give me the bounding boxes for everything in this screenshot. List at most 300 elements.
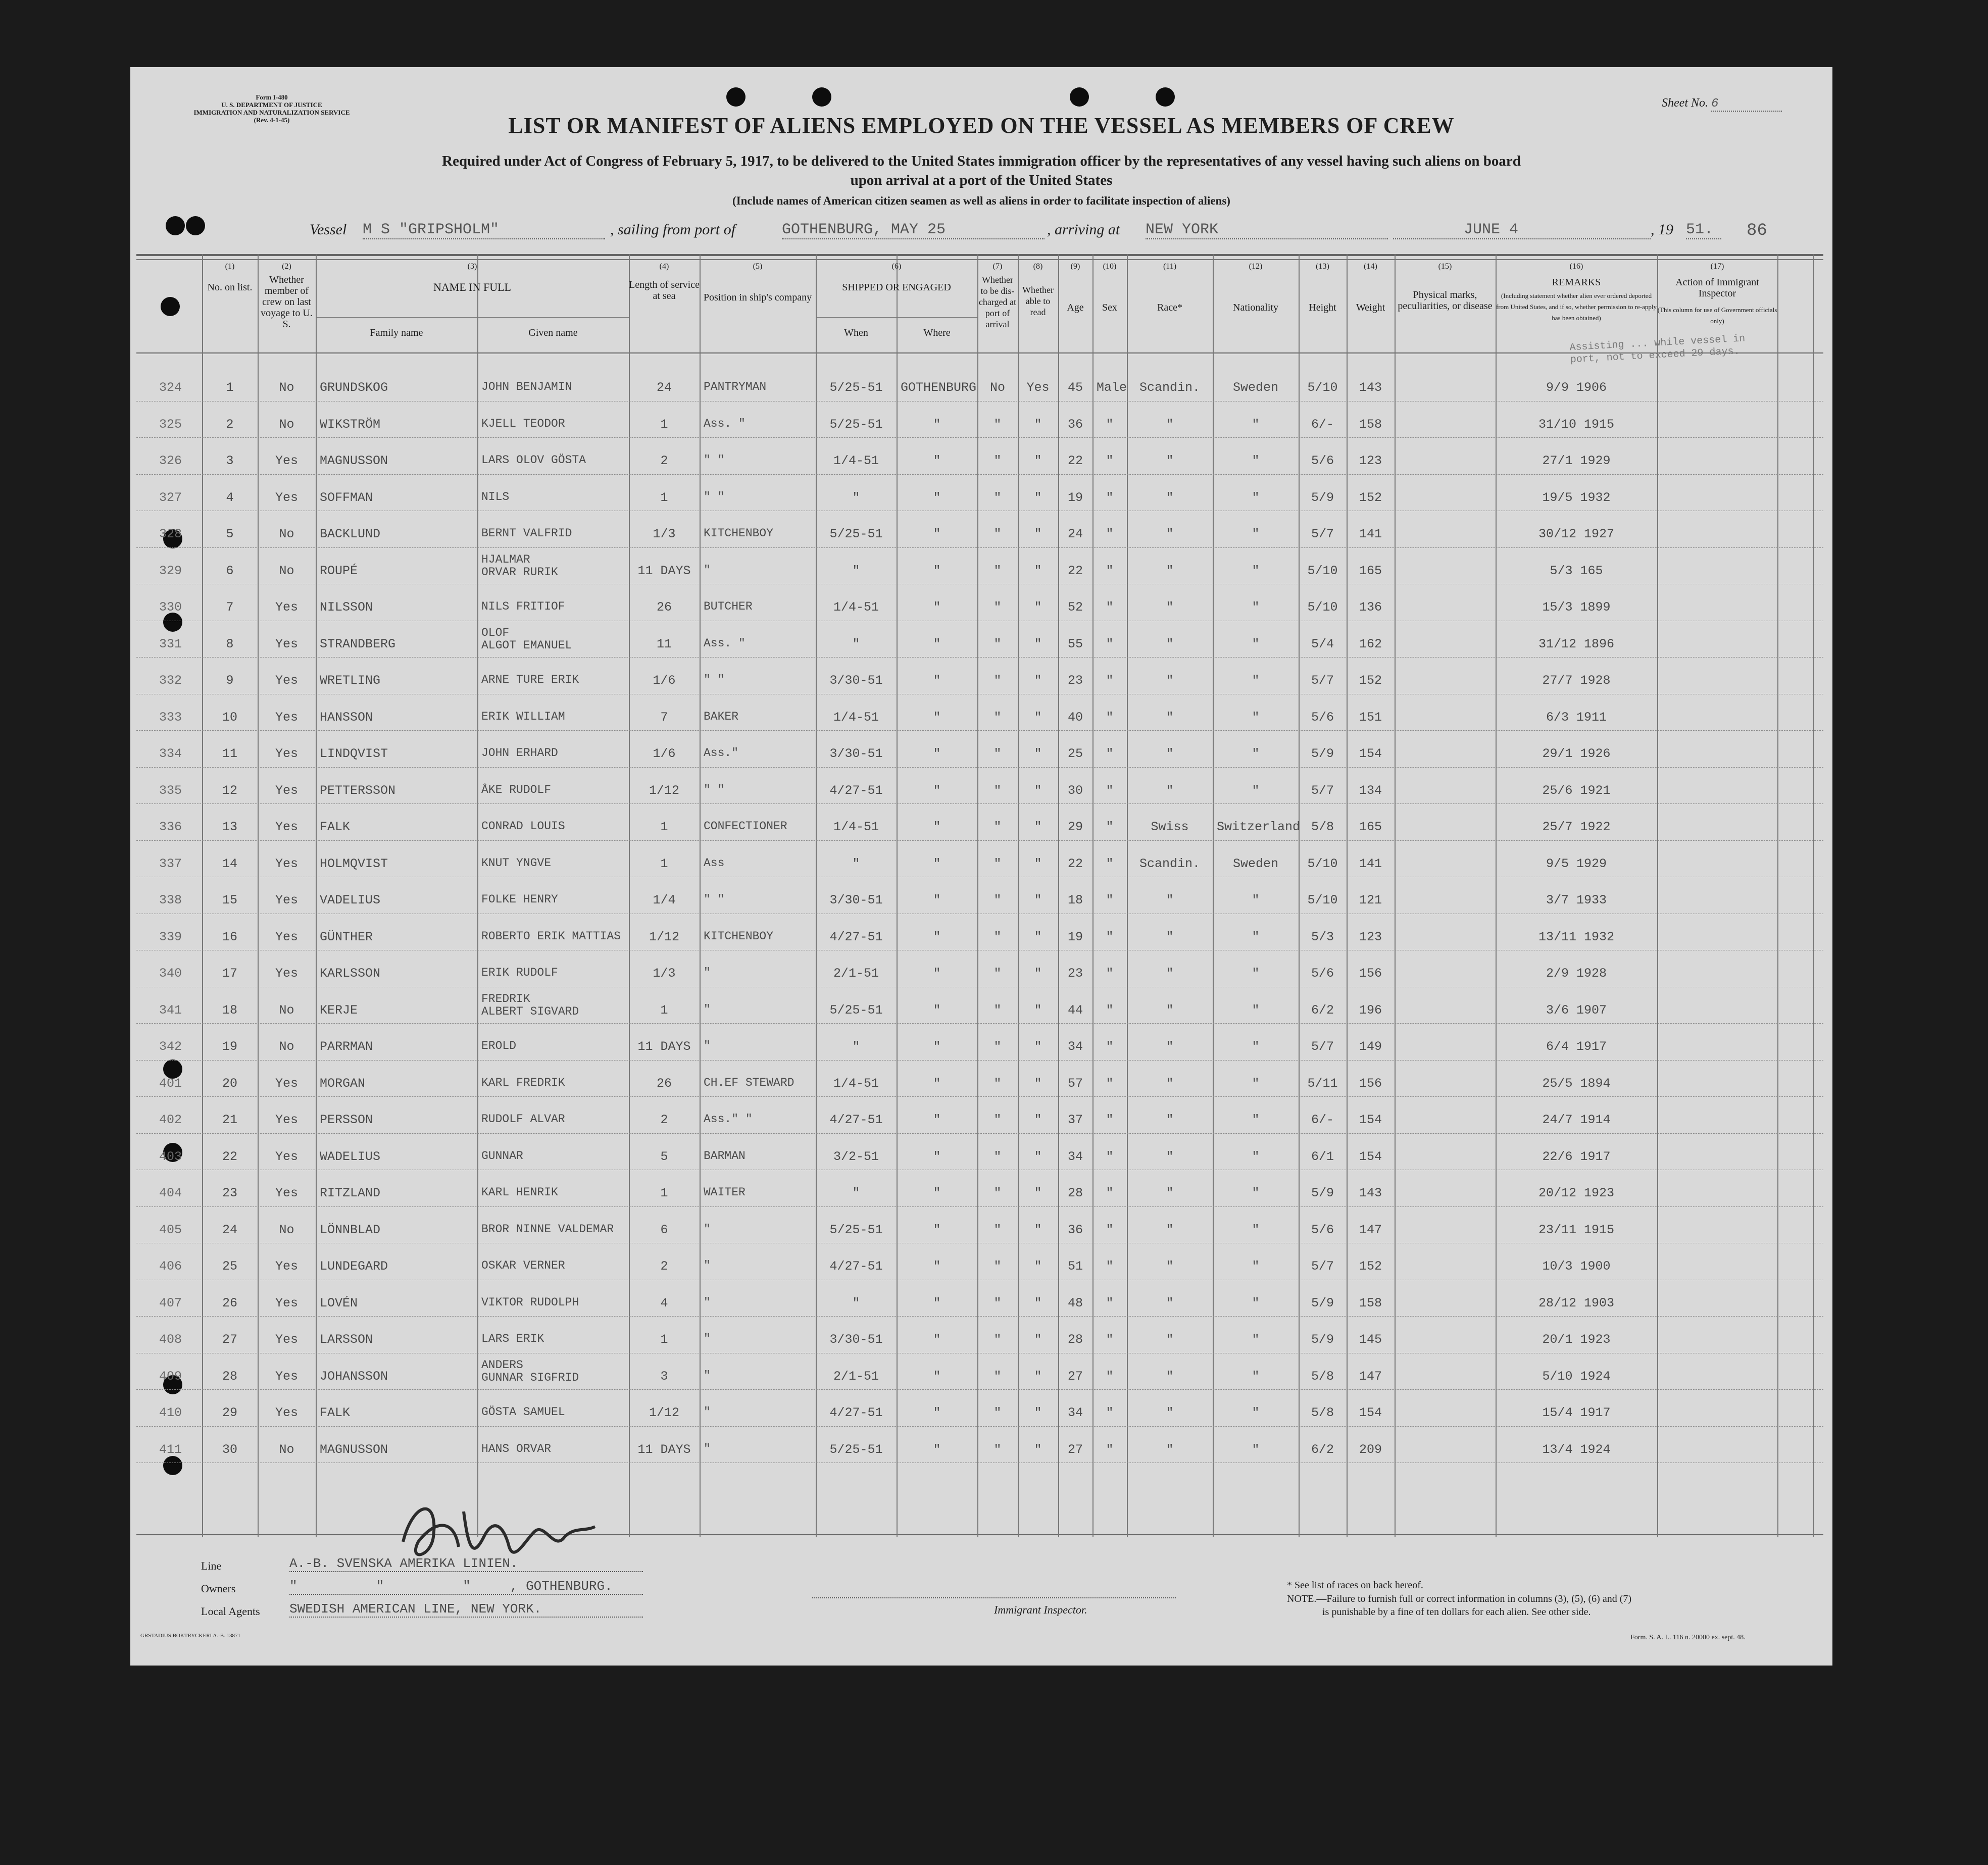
length-of-service: 1 [660, 856, 668, 871]
remarks: 3/7 1933 [1546, 893, 1607, 908]
sex: " [1106, 600, 1114, 615]
last-voyage: Yes [275, 1076, 298, 1091]
last-voyage: Yes [275, 1405, 298, 1420]
race: " [1166, 1405, 1174, 1420]
length-of-service: 6 [660, 1222, 668, 1237]
row-number: 15 [222, 893, 237, 908]
race: " [1166, 966, 1174, 981]
able-to-read: " [1034, 1442, 1042, 1457]
age: 36 [1067, 1222, 1083, 1237]
position: Ass." [704, 746, 739, 760]
shipped-where: " [933, 1332, 941, 1347]
given-name: EROLD [481, 1039, 517, 1052]
given-name: JOHN BENJAMIN [481, 380, 572, 393]
manifest-number: 324 [159, 380, 182, 395]
weight: 154 [1359, 746, 1382, 761]
remarks: 25/7 1922 [1542, 820, 1611, 834]
row-number: 26 [222, 1295, 237, 1310]
col-number: (3) [467, 262, 477, 271]
given-name: GUNNAR [481, 1149, 523, 1163]
age: 19 [1067, 929, 1083, 944]
given-name: OLOF ALGOT EMANUEL [481, 626, 572, 652]
remarks: 5/10 1924 [1542, 1369, 1611, 1384]
position: " [704, 1002, 711, 1016]
col-header-position: Position in ship's company [703, 292, 812, 303]
last-voyage: No [279, 527, 294, 541]
sex: " [1106, 1222, 1114, 1237]
shipped-when: 3/30-51 [829, 746, 883, 761]
discharged: " [993, 856, 1002, 871]
row-number: 28 [222, 1369, 237, 1384]
position: " [704, 1369, 711, 1382]
nationality: " [1252, 563, 1260, 578]
race: " [1166, 527, 1174, 541]
shipped-when: 5/25-51 [829, 1002, 883, 1018]
given-name: BERNT VALFRID [481, 527, 572, 540]
age: 48 [1067, 1295, 1083, 1310]
sex: " [1106, 1332, 1114, 1347]
shipped-where: GOTHENBURG [901, 380, 977, 395]
race: " [1166, 1113, 1174, 1127]
subtitle-act: Required under Act of Congress of February 5, 1917, to be delivered to the United States immigration officer by the representatives of any vessel having such aliens on board [442, 153, 1521, 169]
height: 5/11 [1307, 1076, 1338, 1091]
document-title: LIST OR MANIFEST OF ALIENS EMPLOYED ON THE VESSEL AS MEMBERS OF CREW [508, 113, 1455, 138]
remarks: 23/11 1915 [1538, 1222, 1615, 1237]
last-voyage: Yes [275, 1369, 298, 1384]
discharged: " [993, 1332, 1002, 1347]
shipped-where: " [933, 1369, 941, 1384]
weight: 123 [1359, 929, 1382, 944]
sex: " [1106, 1039, 1114, 1054]
sex: " [1106, 1076, 1114, 1091]
manifest-number: 332 [159, 673, 182, 688]
height: 5/6 [1311, 453, 1334, 468]
sex: " [1106, 490, 1114, 505]
nationality: " [1252, 453, 1260, 468]
remarks: 31/10 1915 [1538, 417, 1615, 432]
race-note: * See list of races on back hereof. [1287, 1580, 1423, 1591]
length-of-service: 1 [660, 490, 668, 505]
shipped-when: " [852, 856, 860, 871]
nationality: " [1252, 1259, 1260, 1274]
able-to-read: " [1034, 1186, 1042, 1200]
nationality: " [1252, 1149, 1260, 1164]
manifest-number: 330 [159, 600, 182, 615]
weight: 154 [1359, 1149, 1382, 1164]
able-to-read: Yes [1026, 380, 1050, 395]
family-name: WRETLING [320, 673, 381, 688]
remarks: 9/5 1929 [1546, 856, 1607, 871]
able-to-read: " [1034, 490, 1042, 505]
manifest-number: 411 [159, 1442, 182, 1457]
able-to-read: " [1034, 746, 1042, 761]
given-name: LARS ERIK [481, 1332, 544, 1345]
manifest-number: 341 [159, 1002, 182, 1018]
discharged: " [993, 673, 1002, 688]
last-voyage: Yes [275, 856, 298, 871]
shipped-when: 4/27-51 [829, 929, 883, 944]
length-of-service: 1 [660, 1186, 668, 1200]
given-name: KARL HENRIK [481, 1186, 558, 1199]
able-to-read: " [1034, 636, 1042, 651]
shipped-where: " [933, 1222, 941, 1237]
race: " [1166, 1222, 1174, 1237]
sex: " [1106, 563, 1114, 578]
given-name: ANDERS GUNNAR SIGFRID [481, 1358, 579, 1384]
given-name: RUDOLF ALVAR [481, 1113, 565, 1126]
able-to-read: " [1034, 527, 1042, 541]
position: KITCHENBOY [704, 527, 774, 540]
given-name: ARNE TURE ERIK [481, 673, 579, 686]
length-of-service: 11 [656, 636, 672, 651]
age: 34 [1067, 1149, 1083, 1164]
shipped-where: " [933, 563, 941, 578]
col-header-shipped: SHIPPED OR ENGAGED [842, 282, 951, 293]
col-number: (10) [1103, 262, 1117, 271]
nationality: " [1252, 1039, 1260, 1054]
given-name: ÅKE RUDOLF [481, 783, 552, 796]
arrival-port: NEW YORK [1146, 221, 1388, 239]
position: " [704, 1332, 711, 1345]
col-header-age: Age [1067, 302, 1084, 313]
penalty-note-2: is punishable by a fine of ten dollars for each alien. See other side. [1322, 1606, 1591, 1618]
shipped-when: 4/27-51 [829, 783, 883, 798]
shipped-when: 1/4-51 [833, 710, 879, 725]
sex: " [1106, 673, 1114, 688]
nationality: " [1252, 929, 1260, 944]
row-number: 4 [226, 490, 234, 505]
discharged: " [993, 1186, 1002, 1200]
weight: 141 [1359, 856, 1382, 871]
given-name: KJELL TEODOR [481, 417, 565, 430]
weight: 165 [1359, 820, 1382, 834]
shipped-when: 1/4-51 [833, 820, 879, 834]
height: 5/8 [1311, 1369, 1334, 1384]
length-of-service: 1/12 [649, 929, 679, 944]
shipped-where: " [933, 1186, 941, 1200]
remarks: 24/7 1914 [1542, 1113, 1611, 1127]
last-voyage: No [279, 563, 294, 578]
remarks: 27/7 1928 [1542, 673, 1611, 688]
age: 34 [1067, 1405, 1083, 1420]
position: " " [704, 490, 725, 503]
last-voyage: Yes [275, 966, 298, 981]
shipped-when: 2/1-51 [833, 966, 879, 981]
weight: 134 [1359, 783, 1382, 798]
position: Ass. " [704, 636, 746, 650]
last-voyage: Yes [275, 453, 298, 468]
discharged: " [993, 1259, 1002, 1274]
family-name: MAGNUSSON [320, 1442, 388, 1457]
last-voyage: No [279, 1442, 294, 1457]
nationality: " [1252, 490, 1260, 505]
sex: " [1106, 453, 1114, 468]
col-number: (6) [891, 262, 902, 271]
remarks: 13/11 1932 [1538, 929, 1615, 944]
last-voyage: No [279, 380, 294, 395]
last-voyage: No [279, 1002, 294, 1018]
shipped-when: 1/4-51 [833, 1076, 879, 1091]
nationality: " [1252, 1113, 1260, 1127]
last-voyage: Yes [275, 1149, 298, 1164]
shipped-where: " [933, 1113, 941, 1127]
shipped-when: 5/25-51 [829, 527, 883, 541]
length-of-service: 3 [660, 1369, 668, 1384]
sex: " [1106, 1149, 1114, 1164]
age: 28 [1067, 1332, 1083, 1347]
nationality: " [1252, 710, 1260, 725]
family-name: MAGNUSSON [320, 453, 388, 468]
discharged: " [993, 820, 1002, 834]
length-of-service: 26 [656, 1076, 672, 1091]
position: BUTCHER [704, 600, 753, 613]
shipped-when: " [852, 490, 860, 505]
discharged: " [993, 453, 1002, 468]
sex: " [1106, 820, 1114, 834]
arrival-date: JUNE 4 [1393, 221, 1651, 239]
nationality: " [1252, 636, 1260, 651]
length-of-service: 1 [660, 417, 668, 432]
given-name: LARS OLOV GÖSTA [481, 453, 586, 467]
height: 6/- [1311, 417, 1334, 432]
last-voyage: No [279, 417, 294, 432]
row-number: 19 [222, 1039, 237, 1054]
able-to-read: " [1034, 1259, 1042, 1274]
col-header-given-name: Given name [528, 327, 578, 338]
shipped-when: " [852, 1295, 860, 1310]
last-voyage: Yes [275, 746, 298, 761]
row-number: 12 [222, 783, 237, 798]
length-of-service: 1 [660, 820, 668, 834]
remarks: 2/9 1928 [1546, 966, 1607, 981]
race: " [1166, 1442, 1174, 1457]
last-voyage: Yes [275, 929, 298, 944]
height: 5/6 [1311, 1222, 1334, 1237]
weight: 154 [1359, 1113, 1382, 1127]
given-name: KARL FREDRIK [481, 1076, 565, 1089]
remarks: 20/12 1923 [1538, 1186, 1615, 1200]
shipped-where: " [933, 527, 941, 541]
discharged: " [993, 1369, 1002, 1384]
shipped-when: 3/30-51 [829, 1332, 883, 1347]
page-stamp: 86 [1747, 221, 1767, 240]
row-number: 1 [226, 380, 234, 395]
height: 5/8 [1311, 820, 1334, 834]
last-voyage: Yes [275, 490, 298, 505]
able-to-read: " [1034, 417, 1042, 432]
row-number: 18 [222, 1002, 237, 1018]
printer-mark: GRSTADIUS BOKTRYCKERI A.-B. 13871 [140, 1633, 241, 1639]
col-header-family-name: Family name [370, 327, 423, 338]
discharged: " [993, 929, 1002, 944]
row-number: 11 [222, 746, 237, 761]
sex: " [1106, 527, 1114, 541]
punch-hole [1070, 87, 1089, 107]
height: 5/10 [1307, 380, 1338, 395]
family-name: LARSSON [320, 1332, 373, 1347]
position: Ass. " [704, 417, 746, 430]
last-voyage: Yes [275, 600, 298, 615]
manifest-number: 408 [159, 1332, 182, 1347]
manifest-number: 403 [159, 1149, 182, 1164]
shipped-when: 5/25-51 [829, 380, 883, 395]
row-number: 22 [222, 1149, 237, 1164]
remarks: 10/3 1900 [1542, 1259, 1611, 1274]
shipped-where: " [933, 636, 941, 651]
age: 45 [1067, 380, 1083, 395]
last-voyage: Yes [275, 710, 298, 725]
family-name: FALK [320, 1405, 351, 1420]
able-to-read: " [1034, 1295, 1042, 1310]
row-number: 5 [226, 527, 234, 541]
vessel-name: M S "GRIPSHOLM" [363, 221, 605, 239]
form-revision: (Rev. 4-1-45) [254, 116, 290, 124]
remarks: 9/9 1906 [1546, 380, 1607, 395]
given-name: HJALMAR ORVAR RURIK [481, 552, 558, 579]
race: " [1166, 600, 1174, 615]
owners-label: Owners [201, 1582, 236, 1595]
family-name: GÜNTHER [320, 929, 373, 944]
discharged: " [993, 1149, 1002, 1164]
shipped-where: " [933, 1405, 941, 1420]
sex: " [1106, 1405, 1114, 1420]
race: Scandin. [1139, 856, 1201, 871]
height: 5/3 [1311, 929, 1334, 944]
manifest-number: 334 [159, 746, 182, 761]
col-header-where: Where [923, 327, 951, 338]
position: PANTRYMAN [704, 380, 767, 393]
length-of-service: 11 DAYS [637, 563, 691, 578]
sex: " [1106, 710, 1114, 725]
length-of-service: 11 DAYS [637, 1442, 691, 1457]
col-number: (11) [1163, 262, 1177, 271]
race: " [1166, 893, 1174, 908]
weight: 136 [1359, 600, 1382, 615]
col-number: (2) [282, 262, 291, 271]
weight: 152 [1359, 490, 1382, 505]
height: 5/6 [1311, 966, 1334, 981]
discharged: " [993, 893, 1002, 908]
sheet-number [1662, 96, 1782, 112]
col-header-when: When [844, 327, 868, 338]
able-to-read: " [1034, 1002, 1042, 1018]
col-header-race: Race* [1157, 302, 1182, 313]
race: " [1166, 1149, 1174, 1164]
age: 57 [1067, 1076, 1083, 1091]
family-name: HANSSON [320, 710, 373, 725]
col-header-physical-marks: Physical marks, peculiarities, or disease [1398, 289, 1493, 312]
shipped-where: " [933, 893, 941, 908]
age: 44 [1067, 1002, 1083, 1018]
row-number: 7 [226, 600, 234, 615]
row-number: 27 [222, 1332, 237, 1347]
discharged: " [993, 490, 1002, 505]
last-voyage: Yes [275, 1295, 298, 1310]
position: " [704, 1442, 711, 1455]
manifest-number: 405 [159, 1222, 182, 1237]
race: " [1166, 1369, 1174, 1384]
race: " [1166, 710, 1174, 725]
length-of-service: 4 [660, 1295, 668, 1310]
shipped-when: 5/25-51 [829, 1222, 883, 1237]
remarks: 6/3 1911 [1546, 710, 1607, 725]
nationality: " [1252, 1002, 1260, 1018]
discharged: " [993, 710, 1002, 725]
race: " [1166, 1259, 1174, 1274]
shipped-where: " [933, 1149, 941, 1164]
discharged: " [993, 746, 1002, 761]
weight: 158 [1359, 417, 1382, 432]
able-to-read: " [1034, 1332, 1042, 1347]
col-header-discharged: Whether to be dis-charged at port of arrival [978, 275, 1017, 329]
given-name: BROR NINNE VALDEMAR [481, 1222, 614, 1236]
col-number: (9) [1070, 262, 1080, 271]
form-number: Form I-480 [256, 93, 288, 101]
manifest-number: 410 [159, 1405, 182, 1420]
col-number: (1) [225, 262, 235, 271]
remarks: 20/1 1923 [1542, 1332, 1611, 1347]
family-name: NILSSON [320, 600, 373, 615]
position: " [704, 1222, 711, 1236]
nationality: " [1252, 1076, 1260, 1091]
age: 23 [1067, 673, 1083, 688]
able-to-read: " [1034, 673, 1042, 688]
last-voyage: Yes [275, 1186, 298, 1200]
race: " [1166, 1002, 1174, 1018]
position: BAKER [704, 710, 739, 723]
weight: 145 [1359, 1332, 1382, 1347]
family-name: JOHANSSON [320, 1369, 388, 1384]
able-to-read: " [1034, 1113, 1042, 1127]
height: 5/10 [1307, 856, 1338, 871]
remarks: 22/6 1917 [1542, 1149, 1611, 1164]
family-name: PARRMAN [320, 1039, 373, 1054]
row-number: 23 [222, 1186, 237, 1200]
length-of-service: 24 [656, 380, 672, 395]
age: 22 [1067, 856, 1083, 871]
able-to-read: " [1034, 820, 1042, 834]
stamp-note: Assisting ... while vessel in port, not to exceed 29 days. [1569, 333, 1746, 366]
last-voyage: Yes [275, 1332, 298, 1347]
height: 5/9 [1311, 1186, 1334, 1200]
nationality: " [1252, 673, 1260, 688]
family-name: MORGAN [320, 1076, 366, 1091]
able-to-read: " [1034, 893, 1042, 908]
able-to-read: " [1034, 1369, 1042, 1384]
position: " [704, 563, 711, 577]
shipped-when: 2/1-51 [833, 1369, 879, 1384]
family-name: HOLMQVIST [320, 856, 388, 871]
family-name: FALK [320, 820, 351, 834]
remarks: 25/6 1921 [1542, 783, 1611, 798]
nationality: " [1252, 746, 1260, 761]
family-name: SOFFMAN [320, 490, 373, 505]
length-of-service: 1/3 [653, 527, 676, 541]
height: 5/9 [1311, 746, 1334, 761]
race: Scandin. [1139, 380, 1201, 395]
remarks: 25/5 1894 [1542, 1076, 1611, 1091]
row-number: 3 [226, 453, 234, 468]
race: " [1166, 563, 1174, 578]
able-to-read: " [1034, 1222, 1042, 1237]
age: 52 [1067, 600, 1083, 615]
manifest-sheet [130, 67, 1832, 1666]
shipped-where: " [933, 966, 941, 981]
shipped-where: " [933, 1002, 941, 1018]
race: " [1166, 1076, 1174, 1091]
race: " [1166, 673, 1174, 688]
family-name: WADELIUS [320, 1149, 381, 1164]
